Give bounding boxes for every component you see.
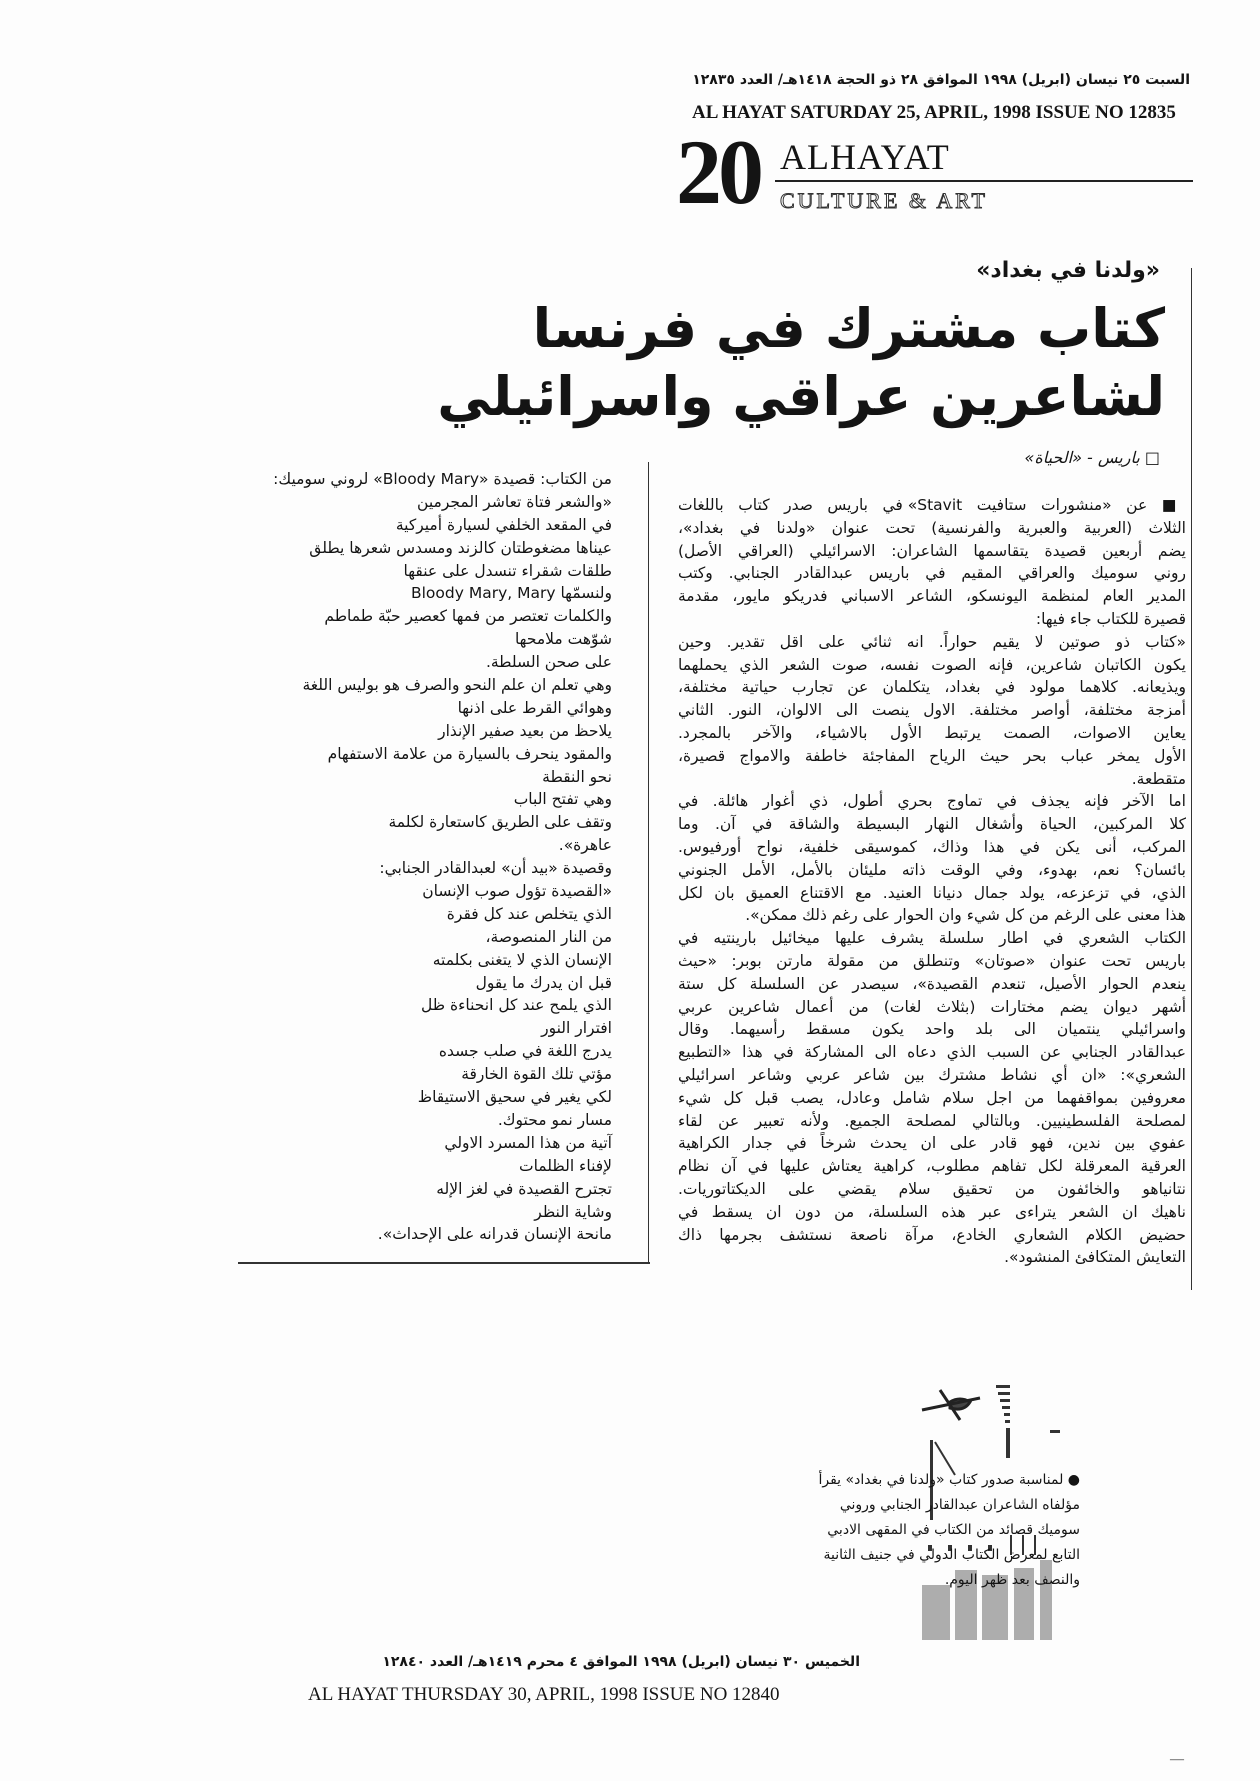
text-line: طلقات شقراء تنسدل على عنقها [403,561,612,580]
text-line: الذي يلمح عند كل انحناءة ظل [420,996,612,1015]
text-line: معروفين بمواقفهما من اجل سلام شامل وعادل، يصب قبل كل شيء [678,1088,1186,1107]
text-line: وهي تفتح الباب [513,790,612,809]
text-line: عاهرة». [558,836,612,855]
text-line: يكون الكاتبان شاعرين، فإنه الصوت نفسه، صوت الشعر الذي يحملهما [678,655,1186,674]
text-line: العرقية المعرقلة لكل تفاهم مطلوب، كراهية يعتاش عليها في آن نظام [678,1157,1186,1176]
text-line: المركب، أنى يكن في هذا وذاك، كموسيقى خلفية، نواح أورفيوس. [678,837,1186,856]
text-line: مؤلفاه الشاعران عبدالقادر الجنابي وروني [839,1497,1080,1513]
text-line: التابع لمعرض الكتاب الدولي في جنيف الثانية [823,1547,1080,1563]
text-line: ينعدم الحوار الأصيل، تنعدم القصيدة»، سيصدر عن السلسلة كل ستة [678,974,1186,993]
text-line: عبدالقادر الجنابي عن السبب الذي دعاه الى المشاركة في هذا «التطبيع [678,1043,1186,1062]
text-line: اما الآخر فإنه يجذف في تماوج بحري أطول، ذي أغوار هائلة. في [678,792,1186,811]
text-line: وهي تعلم ان علم النحو والصرف هو بوليس اللغة [302,676,612,695]
photo-caption [720,1468,1080,1593]
text-line: كلا المركبين، الحياة وأشغال النهار البسيطة والشاقة في آن. وما [678,815,1186,834]
text-line: الشعري»: «ان أي نشاط مشترك بين شاعر عربي وشاعر اسرائيلي [678,1065,1186,1084]
airplane-icon [922,1390,980,1420]
text-line: عفوي بين ندين، فهو قادر على ان يحدث شرخاً في جدار الكراهية [678,1134,1186,1153]
header-date-arabic: السبت ٢٥ نيسان (ابريل) ١٩٩٨ الموافق ٢٨ ذو الحجة ١٤١٨هـ/ العدد ١٢٨٣٥ [692,72,1190,88]
text-line: وتقف على الطريق كاستعارة لكلمة [388,813,612,832]
text-line: روني سوميك والعراقي المقيم في باريس عبدالقادر الجنابي. وكتب [678,564,1186,583]
text-line: متقطعة. [1131,769,1186,788]
headline-line: كتاب مشترك في فرنسا [532,297,1165,360]
text-line: مسار نمو محتوك. [497,1110,612,1129]
footer-date-english: AL HAYAT THURSDAY 30, APRIL, 1998 ISSUE NO 12840 [308,1684,780,1705]
text-line: ويذيعانه. كلاهما مولود في بغداد، يتكلمان عن تجارب حياتية مختلفة، [678,678,1186,697]
text-line: ■ عن «منشورات ستافيت Stavit» في باريس صدر كتاب باللغات [678,496,1186,514]
page-number: 20 [676,121,760,223]
text-line: لكي يغير في سحيق الاستيقاظ [417,1088,612,1107]
text-line: من النار المنصوصة، [485,927,612,946]
column-rule [648,462,649,1262]
section-name: CULTURE & ART [780,188,988,213]
text-line: أشهر ديوان يضم مختارات (بثلاث لغات) من أعمال شاعرين عربي [678,997,1186,1016]
text-line: نحو النقطة [542,767,612,786]
text-line: أمزجة مختلفة، أواصر مختلفة. الاول ينصت الى الالوان، النور. الثاني [678,701,1186,720]
scan-mark: — [1170,1752,1184,1767]
text-line: مؤتي تلك القوة الخارقة [461,1065,612,1084]
text-line: ناهيك ان الشعر يتراءى عبر هذه السلسلة، من دون ان يسقط في [678,1202,1186,1221]
text-line: وشاية النظر [534,1202,612,1221]
masthead: ALHAYAT [780,137,950,177]
text-line: مانحة الإنسان قدرانه على الإحداث». [377,1225,612,1244]
text-line: الثلاث (العربية والعبرية والفرنسية) تحت عنوان «ولدنا في بغداد»، [678,518,1186,537]
masthead-rule [775,180,1193,182]
text-line: الإنسان الذي لا يتغنى بكلمته [432,950,612,969]
text-line: ولنسمّها Bloody Mary, Mary [410,584,612,603]
text-line: «القصيدة تؤول صوب الإنسان [422,882,612,901]
text-line: عيناها مضغوطتان كالزند ومسدس شعرها يطلق [309,538,612,557]
column-bottom-rule [238,1262,650,1264]
text-line: الكتاب الشعري في اطار سلسلة يشرف عليها ميخائيل بارينتيه في [678,929,1186,948]
text-line: بائسان؟ نعم، بهدوء، وفي الوقت ذاته مليئان بالأمل، الأمل الجنوني [678,860,1186,879]
text-line: حضيض الكلام الشعاري الخادع، مرآة ناصعة نستشف بجرمها ذاك [678,1225,1186,1244]
article-body [678,494,1186,1269]
text-line: آتية من هذا المسرد الاولي [444,1133,612,1152]
text-line: باريس تحت عنوان «صوتان» وتنطلق من مقولة مارتن بوبر: «حيث [678,951,1186,970]
text-line: «والشعر فتاة تعاشر المجرمين [417,492,612,511]
header-date-english: AL HAYAT SATURDAY 25, APRIL, 1998 ISSUE NO 12835 [692,102,1176,123]
text-line: الذي يتخلص عند كل فقرة [446,904,612,923]
column-rule [1191,268,1192,1290]
text-line: الأول يمخر عباب بحر حيث الرياح المفاجئة خاطفة والامواج قصيرة، [678,746,1186,765]
text-line: سوميك قصائد من الكتاب في المقهى الادبي [827,1522,1080,1538]
text-line: قبل ان يدرك ما يقول [475,973,612,992]
text-line: يلاحظ من بعيد صفير الإنذار [438,721,612,740]
text-line: ● لمناسبة صدور كتاب «ولدنا في بغداد» يقرأ [818,1472,1080,1488]
text-line: «كتاب ذو صوتين لا يقيم حواراً. انه ثنائي على اقل تقدير. وحين [678,632,1186,651]
text-line: يعاين الاصوات، الصمت يرتبط الأول بالاشياء، والآخر بالمجرد. [678,723,1186,742]
text-line: والكلمات تعتصر من فمها كعصير حبّة طماطم [324,607,612,626]
text-line: وقصيدة «بيد أن» لعبدالقادر الجنابي: [379,859,612,878]
text-line: يضم أربعين قصيدة يتقاسمها الشاعران: الاسرائيلي (العراقي الأصل) [678,541,1186,560]
text-line: لإفناء الظلمات [518,1156,612,1175]
text-line: في المقعد الخلفي لسيارة أميركية [395,515,612,534]
text-line: نتانياهو والخائفون من تحقيق سلام يقضي على الديكتاتوريات. [678,1179,1186,1198]
text-line: لمصلحة الفلسطينيين. وبالتالي لمصلحة الجميع. ولأنه تعبير عن لقاء [678,1111,1186,1130]
text-line: الذي، في تزعزعه، يولد جمال دنيانا العنيد. مع الاقتناع العميق بان لكل [678,883,1186,902]
text-line: على صحن السلطة. [485,653,612,672]
text-line: والنصف بعد ظهر اليوم. [944,1572,1080,1588]
text-line: هذا معنى على الرغم من كل شيء وان الحوار على رغم ذلك ممكن». [745,906,1186,925]
headline-line: لشاعرين عراقي واسرائيلي [437,365,1165,428]
text-line: المدير العام لمنظمة اليونسكو، الشاعر الاسباني فدريكو مايور، مقدمة [678,587,1186,606]
text-line: تجترح القصيدة في لغز الإله [436,1179,612,1198]
footer-date-arabic: الخميس ٣٠ نيسان (ابريل) ١٩٩٨ الموافق ٤ محرم ١٤١٩هـ/ العدد ١٢٨٤٠ [382,1654,860,1670]
article-kicker: «ولدنا في بغداد» [976,258,1160,283]
text-line: افترار النور [541,1019,612,1038]
text-line: يدرج اللغة في صلب جسده [438,1042,612,1061]
text-line: شوّهت ملامحها [514,630,612,649]
text-line: والمقود ينحرف بالسيارة من علامة الاستفهام [327,744,612,763]
text-line: من الكتاب: قصيدة «Bloody Mary» لروني سوميك: [273,470,612,488]
poem-excerpts [250,468,612,1246]
text-line: قصيرة للكتاب جاء فيها: [1035,609,1186,628]
text-line: التعايش المتكافئ المنشود». [1004,1248,1186,1267]
text-line: وهوائي القرط على اذنها [457,698,612,717]
byline: □ باريس - «الحياة» [1024,448,1160,467]
text-line: واسرائيلي ينتميان الى بلد واحد يكون مسقط رأسيهما. وقال [678,1020,1186,1039]
